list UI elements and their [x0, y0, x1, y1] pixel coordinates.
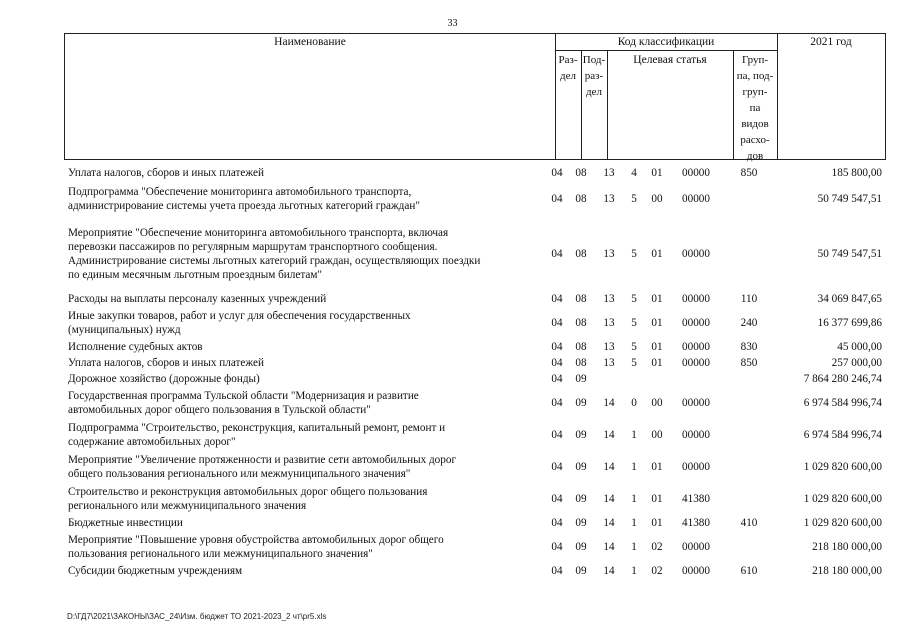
- cell-direction: 00000: [682, 167, 710, 179]
- cell-podrazdel: 08: [575, 341, 587, 353]
- cell-direction: 00000: [682, 293, 710, 305]
- row-name: [64, 421, 546, 449]
- cell-amount-2021: 34 069 847,65: [817, 293, 882, 305]
- header-divider: [555, 50, 777, 51]
- table-row: [64, 563, 886, 579]
- row-name-line: автомобильных дорог общего пользования в Тульской области": [68, 404, 371, 416]
- cell-expense-group: 610: [740, 565, 758, 577]
- cell-program: 13: [603, 167, 615, 179]
- table-row: [64, 339, 886, 355]
- header-podrazdel: Под- раз- дел: [582, 54, 606, 98]
- cell-subprogram: 1: [631, 429, 637, 441]
- cell-measure: 02: [651, 565, 663, 577]
- cell-podrazdel: 08: [575, 167, 587, 179]
- cell-subprogram: 5: [631, 248, 637, 260]
- cell-amount-2021: 257 000,00: [831, 357, 882, 369]
- row-name-line: общего пользования регионального или межмуниципального значения": [68, 468, 411, 480]
- row-name-line: Субсидии бюджетным учреждениям: [68, 565, 243, 577]
- header-year: 2021 год: [810, 36, 852, 48]
- cell-expense-group: 850: [740, 357, 758, 369]
- cell-subprogram: 1: [631, 493, 637, 505]
- table-row: [64, 515, 886, 531]
- row-name: [64, 516, 546, 530]
- cell-measure: 00: [651, 429, 663, 441]
- header-target: Целевая статья: [633, 54, 707, 66]
- cell-amount-2021: 1 029 820 600,00: [803, 461, 882, 473]
- cell-razdel: 04: [551, 357, 563, 369]
- row-name-line: Администрирование системы льготных категорий граждан, осуществляющих поездки: [68, 255, 481, 267]
- cell-measure: 01: [651, 517, 663, 529]
- header-code-group: Код классификации: [617, 36, 715, 48]
- row-name: [64, 389, 546, 417]
- cell-expense-group: 110: [740, 293, 758, 305]
- row-name-line: регионального или межмуниципального значения: [68, 500, 307, 512]
- cell-razdel: 04: [551, 541, 563, 553]
- row-name: [64, 226, 546, 282]
- row-name-line: Расходы на выплаты персоналу казенных учреждений: [68, 293, 327, 305]
- row-name-line: Уплата налогов, сборов и иных платежей: [68, 357, 264, 369]
- table-row: [64, 531, 886, 563]
- cell-razdel: 04: [551, 461, 563, 473]
- row-name-line: Дорожное хозяйство (дорожные фонды): [68, 373, 260, 385]
- cell-direction: 00000: [682, 429, 710, 441]
- cell-subprogram: 4: [631, 167, 637, 179]
- cell-amount-2021: 6 974 584 996,74: [803, 397, 882, 409]
- row-name-line: Подпрограмма "Строительство, реконструкция, капитальный ремонт, ремонт и: [68, 422, 446, 434]
- cell-podrazdel: 09: [575, 373, 587, 385]
- cell-razdel: 04: [551, 167, 563, 179]
- header-divider: [777, 34, 778, 159]
- cell-subprogram: 5: [631, 293, 637, 305]
- cell-podrazdel: 09: [575, 517, 587, 529]
- cell-amount-2021: 45 000,00: [837, 341, 882, 353]
- cell-razdel: 04: [551, 341, 563, 353]
- cell-program: 14: [603, 493, 615, 505]
- row-name-line: Уплата налогов, сборов и иных платежей: [68, 167, 264, 179]
- cell-amount-2021: 218 180 000,00: [812, 565, 882, 577]
- cell-amount-2021: 50 749 547,51: [817, 248, 882, 260]
- cell-expense-group: 240: [740, 317, 758, 329]
- cell-podrazdel: 09: [575, 429, 587, 441]
- cell-razdel: 04: [551, 517, 563, 529]
- cell-podrazdel: 08: [575, 293, 587, 305]
- table-row: [64, 217, 886, 291]
- header-razdel: Раз- дел: [558, 54, 578, 82]
- cell-podrazdel: 09: [575, 461, 587, 473]
- cell-program: 13: [603, 317, 615, 329]
- cell-subprogram: 1: [631, 517, 637, 529]
- row-name-line: Подпрограмма "Обеспечение мониторинга автомобильного транспорта,: [68, 186, 412, 198]
- row-name: [64, 356, 546, 370]
- row-name-line: Исполнение судебных актов: [68, 341, 203, 353]
- cell-razdel: 04: [551, 293, 563, 305]
- cell-program: 13: [603, 193, 615, 205]
- cell-amount-2021: 16 377 699,86: [817, 317, 882, 329]
- cell-program: 14: [603, 565, 615, 577]
- cell-subprogram: 5: [631, 317, 637, 329]
- header-group: Груп- па, под- груп- па видов расхо- дов: [736, 54, 774, 162]
- cell-podrazdel: 08: [575, 248, 587, 260]
- cell-program: 13: [603, 357, 615, 369]
- cell-subprogram: 1: [631, 565, 637, 577]
- row-name-line: по единым месячным льготным проездным билетам": [68, 269, 322, 281]
- cell-direction: 00000: [682, 541, 710, 553]
- cell-direction: 41380: [682, 517, 710, 529]
- cell-program: 14: [603, 429, 615, 441]
- cell-podrazdel: 09: [575, 397, 587, 409]
- cell-measure: 00: [651, 193, 663, 205]
- cell-razdel: 04: [551, 493, 563, 505]
- cell-podrazdel: 08: [575, 193, 587, 205]
- cell-program: 13: [603, 293, 615, 305]
- cell-podrazdel: 08: [575, 317, 587, 329]
- cell-program: 13: [603, 341, 615, 353]
- cell-amount-2021: 218 180 000,00: [812, 541, 882, 553]
- table-row: [64, 371, 886, 387]
- cell-direction: 00000: [682, 248, 710, 260]
- footer-file-path: D:\ГД7\2021\ЗАКОНЫ\ЗАС_24\Изм. бюджет ТО 2021-2023_2 чт\pr5.xls: [67, 612, 327, 621]
- cell-podrazdel: 09: [575, 493, 587, 505]
- row-name: [64, 533, 546, 561]
- cell-program: 14: [603, 397, 615, 409]
- cell-direction: 00000: [682, 397, 710, 409]
- row-name-line: Мероприятие "Повышение уровня обустройства автомобильных дорог общего: [68, 534, 444, 546]
- cell-subprogram: 1: [631, 541, 637, 553]
- table-row: [64, 181, 886, 217]
- row-name: [64, 372, 546, 386]
- cell-measure: 01: [651, 461, 663, 473]
- row-name-line: (муниципальных) нужд: [68, 324, 181, 336]
- cell-amount-2021: 6 974 584 996,74: [803, 429, 882, 441]
- table-body: [64, 165, 886, 579]
- cell-amount-2021: 7 864 280 246,74: [803, 373, 882, 385]
- row-name: [64, 185, 546, 213]
- row-name-line: перевозки пассажиров по регулярным маршрутам транспортного сообщения.: [68, 241, 438, 253]
- cell-measure: 01: [651, 293, 663, 305]
- row-name-line: пользования регионального или межмуниципального значения": [68, 548, 373, 560]
- cell-expense-group: 850: [740, 167, 758, 179]
- cell-razdel: 04: [551, 373, 563, 385]
- row-name: [64, 564, 546, 578]
- cell-amount-2021: 50 749 547,51: [817, 193, 882, 205]
- table-row: [64, 291, 886, 307]
- cell-direction: 00000: [682, 565, 710, 577]
- cell-program: 14: [603, 517, 615, 529]
- cell-podrazdel: 09: [575, 541, 587, 553]
- table-row: [64, 355, 886, 371]
- cell-subprogram: 5: [631, 341, 637, 353]
- cell-measure: 01: [651, 317, 663, 329]
- cell-razdel: 04: [551, 397, 563, 409]
- cell-amount-2021: 1 029 820 600,00: [803, 517, 882, 529]
- row-name-line: Иные закупки товаров, работ и услуг для обеспечения государственных: [68, 310, 411, 322]
- cell-measure: 00: [651, 397, 663, 409]
- cell-razdel: 04: [551, 248, 563, 260]
- table-row: [64, 165, 886, 181]
- row-name: [64, 453, 546, 481]
- cell-measure: 01: [651, 357, 663, 369]
- row-name-line: Мероприятие "Увеличение протяженности и развитие сети автомобильных дорог: [68, 454, 457, 466]
- cell-razdel: 04: [551, 565, 563, 577]
- page-number: 33: [447, 18, 458, 29]
- cell-measure: 01: [651, 341, 663, 353]
- table-row: [64, 307, 886, 339]
- cell-program: 13: [603, 248, 615, 260]
- row-name-line: Строительство и реконструкция автомобильных дорог общего пользования: [68, 486, 428, 498]
- cell-podrazdel: 08: [575, 357, 587, 369]
- cell-subprogram: 5: [631, 357, 637, 369]
- cell-program: 14: [603, 541, 615, 553]
- table-header: [64, 33, 886, 160]
- row-name-line: содержание автомобильных дорог": [68, 436, 236, 448]
- row-name: [64, 485, 546, 513]
- cell-measure: 01: [651, 493, 663, 505]
- cell-direction: 00000: [682, 317, 710, 329]
- cell-direction: 41380: [682, 493, 710, 505]
- cell-amount-2021: 185 800,00: [831, 167, 882, 179]
- cell-direction: 00000: [682, 461, 710, 473]
- cell-razdel: 04: [551, 429, 563, 441]
- cell-subprogram: 5: [631, 193, 637, 205]
- cell-direction: 00000: [682, 193, 710, 205]
- row-name: [64, 340, 546, 354]
- row-name: [64, 292, 546, 306]
- cell-podrazdel: 09: [575, 565, 587, 577]
- row-name: [64, 309, 546, 337]
- row-name-line: администрирование системы учета проезда льготных категорий граждан": [68, 200, 420, 212]
- cell-measure: 02: [651, 541, 663, 553]
- row-name-line: Бюджетные инвестиции: [68, 517, 183, 529]
- cell-direction: 00000: [682, 357, 710, 369]
- row-name-line: Мероприятие "Обеспечение мониторинга автомобильного транспорта, включая: [68, 227, 449, 239]
- table-row: [64, 451, 886, 483]
- cell-razdel: 04: [551, 317, 563, 329]
- cell-measure: 01: [651, 167, 663, 179]
- header-name: Наименование: [274, 36, 346, 48]
- cell-expense-group: 410: [740, 517, 758, 529]
- cell-program: 14: [603, 461, 615, 473]
- cell-measure: 01: [651, 248, 663, 260]
- cell-subprogram: 1: [631, 461, 637, 473]
- cell-direction: 00000: [682, 341, 710, 353]
- table-row: [64, 419, 886, 451]
- cell-razdel: 04: [551, 193, 563, 205]
- cell-expense-group: 830: [740, 341, 758, 353]
- table-row: [64, 483, 886, 515]
- row-name-line: Государственная программа Тульской области "Модернизация и развитие: [68, 390, 419, 402]
- cell-subprogram: 0: [631, 397, 637, 409]
- cell-amount-2021: 1 029 820 600,00: [803, 493, 882, 505]
- row-name: [64, 166, 546, 180]
- table-row: [64, 387, 886, 419]
